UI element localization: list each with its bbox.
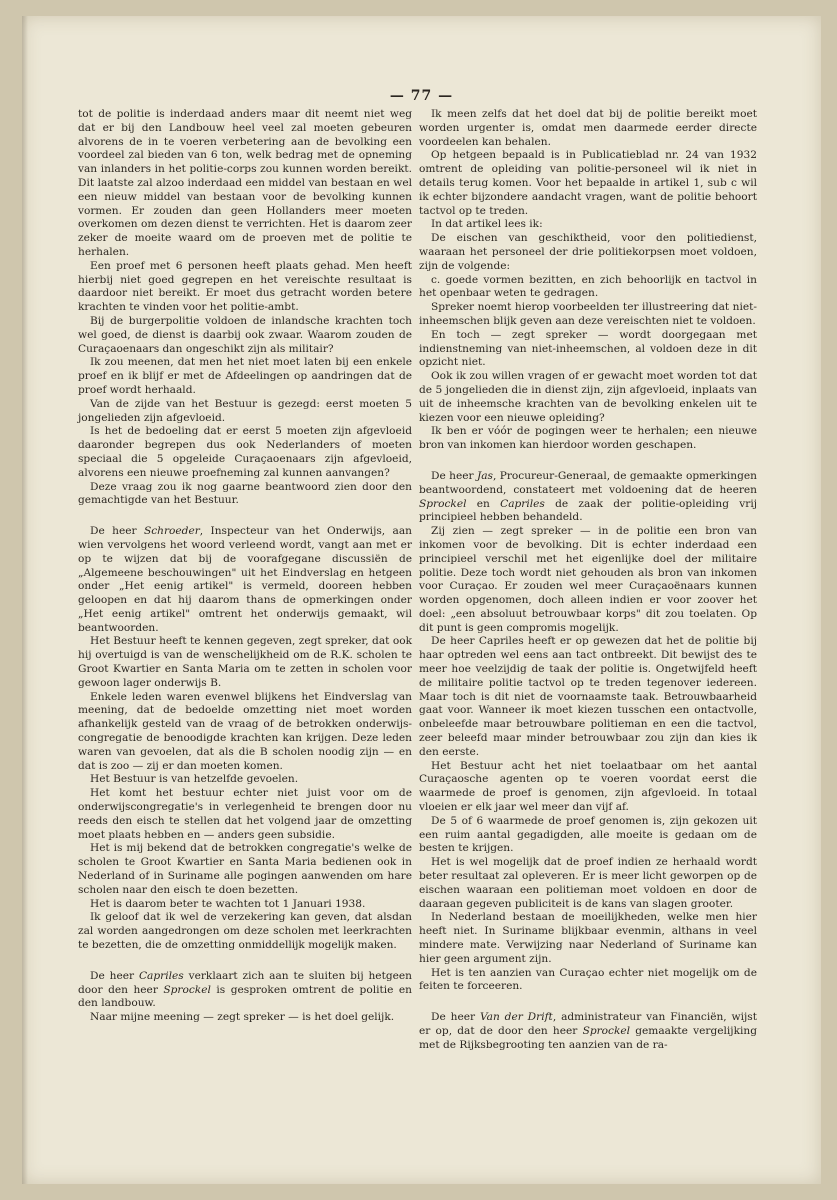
text-span: De heer: [431, 1011, 480, 1024]
paragraph: Naar mijne meening — zegt spreker — is het doel gelijk.: [90, 1011, 395, 1024]
paragraph: Ik meen zelfs dat het doel dat bij de politie bereikt moet worden urgenter is, omdat men daarmede eerder directe voordeelen kan behalen.: [419, 108, 757, 148]
text-span: De heer: [90, 969, 139, 982]
paragraph: tot de politie is inderdaad anders maar dit neemt niet weg dat er bij den Landbouw heel veel zal moeten gebeuren alvorens de in te voeren verbetering aan de bevolking een voordeel zal bieden van 6 ton, welk bedrag met de opneming van inlanders in het politie-corps zou kunnen worden bereikt. Dit laatste zal alzoo inderdaad een middel van bestaan en wel een nieuw middel van bestaan voor de bevolking kunnen vormen. Er zouden dan geen Hollanders meer moeten overkomen om dezen dienst te verrichten. Het is daarom zeer zeker de moeite waard om de proeven met de politie te herhalen.: [78, 108, 412, 258]
paragraph: Het is daarom beter te wachten tot 1 Januari 1938.: [90, 897, 366, 910]
paragraph: Het is mij bekend dat de betrokken congregatie's welke de scholen te Groot Kwartier en Santa Maria bedienen ook in Nederland of in Suriname alle pogingen aanwenden om hare scholen naar den eisch te doen bezetten.: [78, 842, 412, 896]
paragraph: In Nederland bestaan de moeilijkheden, welke men hier heeft niet. In Suriname blijkbaar evenmin, althans in veel mindere mate. Verwijzing naar Nederland of Suriname kan hier geen argument zijn.: [419, 911, 757, 965]
text-span: De heer: [431, 469, 477, 482]
paragraph: Het Bestuur acht het niet toelaatbaar om het aantal Curaçaosche agenten op te voeren voordat eerst die waarmede de proef is genomen, zijn afgevloeid. In totaal vloeien er elk jaar wel meer dan vijf af.: [419, 759, 757, 814]
paragraph: Ik zou meenen, dat men het niet moet laten bij een enkele proef en ik blijf er met de Afdeelingen op aandringen dat de proef wordt herhaald.: [78, 356, 412, 396]
text-span: , Inspecteur van het Onderwijs, aan wien vervolgens het woord verleend wordt, vangt aan met er op te wijzen dat bij de voorafgegane discussiën de „Algemeene beschouwingen" uit het Eindverslag en hetgeen onder „Het eenig artikel" is vermeld, dooreen hebben geloopen en dat hij daarom thans de opmerkingen onder „Het eenig artikel" omtrent het onderwijs gemaakt, wil beantwoorden.: [78, 525, 412, 634]
paragraph: Deze vraag zou ik nog gaarne beantwoord zien door den gemachtigde van het Bestuur.: [78, 480, 412, 507]
paragraph: De eischen van geschiktheid, voor den politiedienst, waaraan het personeel der drie politiekorpsen moet voldoen, zijn de volgende:: [419, 232, 757, 272]
paragraph: De heer Capriles heeft er op gewezen dat het de politie bij haar optreden wel eens aan tact ontbreekt. Dit bewijst des te meer hoe veelzijdig de taak der politie is. Ongetwijfeld heeft de militaire politie tactvol op te treden tegenover iedereen. Maar toch is dit niet de voornaamste taak. Betrouwbaarheid gaat voor. Wanneer ik moet kiezen tusschen een ontactvolle, onbeleefde maar betrouwbare politieman en een die tactvol, zeer beleefd maar minder betrouwbaar zou zijn dan kies ik den eerste.: [419, 635, 757, 758]
paragraph: Het is ten aanzien van Curaçao echter niet mogelijk om de feiten te forceeren.: [419, 966, 757, 993]
speaker-name: Van der Drift: [479, 1011, 553, 1024]
speaker-name: Sprockel: [163, 983, 211, 996]
paragraph: Van de zijde van het Bestuur is gezegd: eerst moeten 5 jongelieden zijn afgevloeid.: [78, 397, 412, 424]
paragraph: Spreker noemt hierop voorbeelden ter illustreering dat niet-inheemschen blijk geven aan deze vereischten niet te voldoen.: [419, 301, 757, 327]
paragraph: c. goede vormen bezitten, en zich behoorlijk en tactvol in het openbaar weten te gedragen.: [419, 273, 757, 300]
speaker-name: Schroeder: [143, 525, 200, 538]
paragraph-speaker-van-der-drift: [419, 1011, 757, 1052]
text-span: de zaak der politie-opleiding vrij principieel hebben behandeld.: [419, 497, 757, 524]
paragraph: Zij zien — zegt spreker — in de politie een bron van inkomen voor de bevolking. Dit is echter inderdaad een principieel verschil met het eigenlijke doel der militaire politie. Deze toch wordt niet gehouden als bron van inkomen voor Curaçao. Er zouden wel meer Curaçaoënaars kunnen worden opgenomen, doch alleen indien er voor zoover het doel: „een absoluut betrouwbaar korps" dit zou toelaten. Op dit punt is geen compromis mogelijk.: [419, 525, 757, 634]
paragraph: Het komt het bestuur echter niet juist voor om de onderwijscongregatie's in verlegenheid te brengen door nu reeds den eisch te stellen dat het volgend jaar de omzetting moet plaats hebben en — anders geen subsidie.: [78, 787, 412, 841]
paragraph: Is het de bedoeling dat er eerst 5 moeten zijn afgevloeid daaronder begrepen dus ook Nederlanders of moeten speciaal die 5 opgeleide Curaçaoenaars zijn afgevloeid, alvorens een nieuwe proefneming zal kunnen aanvangen?: [78, 425, 412, 479]
speaker-name: Sprockel: [582, 1025, 631, 1037]
left-column: [78, 108, 412, 1025]
paragraph: Ook ik zou willen vragen of er gewacht moet worden tot dat de 5 jongelieden die in dienst zijn, zijn afgevloeid, inplaats van uit de inheemsche krachten van de bevolking enkelen uit te kiezen voor een nieuwe opleiding?: [419, 370, 757, 424]
paragraph: In dat artikel lees ik:: [431, 218, 543, 231]
paragraph: Een proef met 6 personen heeft plaats gehad. Men heeft hierbij niet goed gegrepen en het vereischte resultaat is daardoor niet bereikt. Er moet dus getracht worden betere krachten te vinden voor het politie-ambt.: [78, 259, 412, 314]
speaker-name: Capriles: [138, 969, 184, 982]
text-span: gemaakte vergelijking met de Rijksbegrooting ten aanzien van de ra-: [419, 1025, 757, 1051]
paragraph: Enkele leden waren evenwel blijkens het Eindverslag van meening, dat de bedoelde omzetting niet moet worden afhankelijk gesteld van de vraag of de betrokken onderwijs-congregatie de benoodigde krachten kan krijgen. Deze leden waren van gevoelen, dat als die B scholen noodig zijn — en dat is zoo — zij er dan moeten komen.: [78, 690, 412, 772]
text-span: verklaart zich aan te sluiten bij hetgeen door den heer: [78, 969, 412, 996]
paragraph-speaker-jas: [419, 470, 757, 525]
speaker-name: Jas: [476, 469, 493, 482]
text-span: is gesproken omtrent de politie en den landbouw.: [78, 983, 412, 1010]
paragraph-speaker-capriles: [78, 970, 412, 1011]
speaker-name: Capriles: [500, 497, 545, 510]
text-span: , Procureur-Generaal, de gemaakte opmerkingen beantwoordend, constateert met voldoening dat de heeren: [419, 469, 757, 496]
paragraph: Ik ben er vóór de pogingen weer te herhalen; een nieuwe bron van inkomen kan hierdoor worden geschapen.: [419, 425, 757, 452]
paragraph: Het is wel mogelijk dat de proef indien ze herhaald wordt beter resultaat zal opleveren. Er is meer licht geworpen op de eischen waaraan een politieman moet voldoen en door de daaraan gegeven publiciteit is de kans van slagen grooter.: [419, 856, 757, 910]
page-number: — 77 —: [389, 88, 454, 104]
text-span: , administrateur van Financiën, wijst er op, dat de door den heer: [419, 1011, 757, 1037]
paragraph: Ik geloof dat ik wel de verzekering kan geven, dat alsdan zal worden aangedrongen om deze scholen met leerkrachten te bezetten, die de omzetting onmiddellijk mogelijk maken.: [78, 911, 412, 952]
paragraph: Bij de burgerpolitie voldoen de inlandsche krachten toch wel goed, de dienst is daarbij ook zwaar. Waarom zouden de Curaçaoenaars dan ongeschikt zijn als militair?: [78, 314, 412, 355]
text-span: De heer: [90, 525, 144, 538]
paragraph: Op hetgeen bepaald is in Publicatieblad nr. 24 van 1932 omtrent de opleiding van politie-personeel wil ik niet in details terug komen. Voor het bepaalde in artikel 1, sub c wil ik echter bijzondere aandacht vragen, want de politie behoort tactvol op te treden.: [419, 149, 757, 217]
speaker-name: Sprockel: [419, 497, 467, 510]
paragraph: En toch — zegt spreker — wordt doorgegaan met indienstneming van niet-inheemschen, al voldoen deze in dit opzicht niet.: [419, 328, 757, 369]
right-column: [419, 108, 757, 1053]
paragraph: Het Bestuur heeft te kennen gegeven, zegt spreker, dat ook hij overtuigd is van de wenschelijkheid om de R.K. scholen te Groot Kwartier en Santa Maria om te zetten in scholen voor gewoon lager onderwijs B.: [78, 635, 412, 689]
paragraph-speaker-schroeder: [78, 525, 412, 635]
paragraph: Het Bestuur is van hetzelfde gevoelen.: [90, 773, 299, 786]
paragraph: De 5 of 6 waarmede de proef genomen is, zijn gekozen uit een ruim aantal gegadigden, alle moeite is gedaan om de besten te krijgen.: [419, 814, 757, 855]
text-span: en: [466, 497, 501, 510]
document-page: [22, 16, 821, 1184]
